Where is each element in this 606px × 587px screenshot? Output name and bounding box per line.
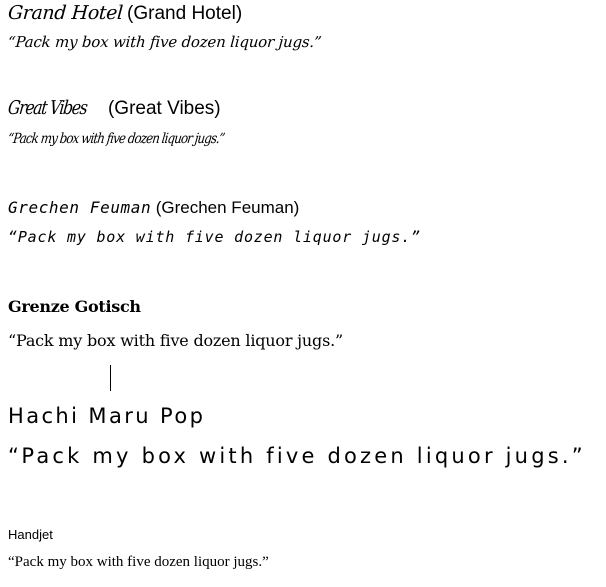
font-sample-text: “Pack my box with five dozen liquor jugs.” [7, 32, 323, 51]
font-name-line [8, 4, 598, 24]
font-name-sample: Hachi Maru Pop [8, 404, 206, 428]
font-sample-text: “Pack my box with five dozen liquor jugs.” [8, 553, 269, 570]
font-name-sample: Grechen Feuman [8, 198, 152, 217]
font-name-sample: Grand Hotel [7, 2, 124, 24]
font-specimen-grenze-gotisch [8, 299, 598, 351]
font-sample-text: “Pack my box with five dozen liquor jugs.” [8, 330, 343, 350]
font-name-line [8, 527, 598, 544]
font-sample-text: “Pack my box with five dozen liquor jugs.” [8, 443, 586, 468]
font-sample-text: “Pack my box with five dozen liquor jugs.” [8, 227, 421, 246]
font-specimen-grand-hotel [8, 4, 598, 52]
font-specimen-great-vibes [8, 99, 598, 148]
font-specimen-grechen-feuman [8, 199, 598, 247]
font-name-line [8, 99, 598, 119]
font-name-label: (Grechen Feuman) [155, 198, 300, 217]
font-name-label: (Great Vibes) [107, 98, 221, 119]
font-specimen-handjet [8, 527, 598, 571]
font-name-sample: Great Vibes [6, 97, 88, 119]
font-name-sample: Grenze Gotisch [8, 297, 141, 316]
font-sample-text: “Pack my box with five dozen liquor jugs.” [7, 130, 226, 147]
font-name-line [8, 405, 598, 428]
font-name-line [8, 299, 598, 317]
text-cursor [110, 365, 111, 391]
font-specimen-hachi-maru-pop [8, 405, 598, 468]
font-name-sample: Handjet [8, 527, 53, 542]
font-name-label: (Grand Hotel) [127, 3, 243, 24]
font-name-line [8, 199, 598, 218]
